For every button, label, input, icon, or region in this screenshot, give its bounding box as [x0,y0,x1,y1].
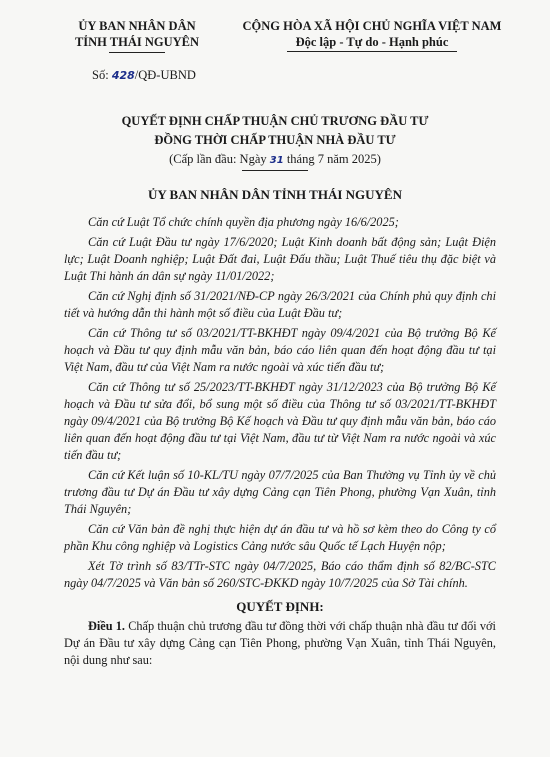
legal-ground: Căn cứ Thông tư số 25/2023/TT-BKHĐT ngày 31/12/2023 của Bộ trưởng Bộ Kế hoạch và Đầu tư sửa đổi, bổ sung một số điều của Thông tư số 03/2021/TT-BKHĐT ngày 09/4/2021 của Bộ trưởng Bộ Kế hoạch và Đầu tư quy định mẫu văn bản, báo cáo liên quan đến hoạt động đầu tư tại Việt Nam, đầu tư từ Việt Nam ra nước ngoài và xúc tiến đầu tư; [64,380,496,462]
decision-title-line-2: ĐỒNG THỜI CHẤP THUẬN NHÀ ĐẦU TƯ [154,133,396,147]
issuing-authority-header [62,18,212,53]
issue-date [0,152,550,171]
document-body [64,214,496,672]
authority-line-1: ỦY BAN NHÂN DÂN [78,19,196,33]
legal-ground: Căn cứ Luật Đầu tư ngày 17/6/2020; Luật Kinh doanh bất động sản; Luật Điện lực; Luật Doanh nghiệp; Luật Đất đai, Luật Đấu thầu; Luật Thuế tiêu thụ đặc biệt và Luật Thi hành án dân sự ngày 11/01/2022; [64,235,496,283]
motto: Độc lập - Tự do - Hạnh phúc [295,35,449,49]
authority-underline [109,52,165,53]
legal-ground: Căn cứ Kết luận số 10-KL/TU ngày 07/7/2025 của Ban Thường vụ Tỉnh ủy về chủ trương đầu tư Dự án Đầu tư xây dựng Cảng cạn Tiên Phong, phường Vạn Xuân, tỉnh Thái Nguyên; [64,468,496,516]
motto-underline [287,51,457,52]
issue-date-prefix: (Cấp lần đầu: Ngày [169,152,267,166]
doc-number-handwritten: 428 [111,69,135,82]
issuer-heading: ỦY BAN NHÂN DÂN TỈNH THÁI NGUYÊN [147,187,402,202]
authority-line-2: TỈNH THÁI NGUYÊN [74,35,200,49]
issue-day-handwritten: 31 [269,155,284,166]
doc-number-suffix: /QĐ-UBND [134,68,196,82]
decision-heading: QUYẾT ĐỊNH: [236,599,324,614]
legal-ground: Căn cứ Văn bản đề nghị thực hiện dự án đầu tư và hồ sơ kèm theo do Công ty cổ phần Khu công nghiệp và Logistics Cảng nước sâu Quốc tế Lạch Huyện nộp; [64,522,496,553]
country-name: CỘNG HÒA XÃ HỘI CHỦ NGHĨA VIỆT NAM [242,19,502,33]
issue-date-suffix: tháng 7 năm 2025) [286,152,381,166]
article-1-text: Chấp thuận chủ trương đầu tư đồng thời với chấp thuận nhà đầu tư đối với Dự án Đầu tư xây dựng Cảng cạn Tiên Phong, phường Vạn Xuân, tỉnh Thái Nguyên, nội dung như sau: [64,619,496,667]
document-number [92,68,196,83]
legal-ground: Căn cứ Thông tư số 03/2021/TT-BKHĐT ngày 09/4/2021 của Bộ trưởng Bộ Kế hoạch và Đầu tư quy định mẫu văn bản, báo cáo liên quan đến hoạt động đầu tư tại Việt Nam, đầu tư của Việt Nam ra nước ngoài và xúc tiến đầu tư; [64,326,496,374]
doc-number-prefix: Số: [92,68,109,82]
decision-title-line-1: QUYẾT ĐỊNH CHẤP THUẬN CHỦ TRƯƠNG ĐẦU TƯ [121,114,429,128]
national-motto-header [222,18,522,52]
legal-ground: Xét Tờ trình số 83/TTr-STC ngày 04/7/2025, Báo cáo thẩm định số 82/BC-STC ngày 04/7/2025 và Văn bản số 260/STC-ĐKKD ngày 10/7/2025 của Sở Tài chính. [64,559,496,590]
article-1 [64,618,496,669]
title-underline [242,170,308,171]
legal-ground: Căn cứ Luật Tổ chức chính quyền địa phương ngày 16/6/2025; [88,215,399,229]
legal-ground: Căn cứ Nghị định số 31/2021/NĐ-CP ngày 26/3/2021 của Chính phủ quy định chi tiết và hướng dẫn thi hành một số điều của Luật Đầu tư; [64,289,496,320]
article-1-label: Điều 1. [88,619,126,633]
